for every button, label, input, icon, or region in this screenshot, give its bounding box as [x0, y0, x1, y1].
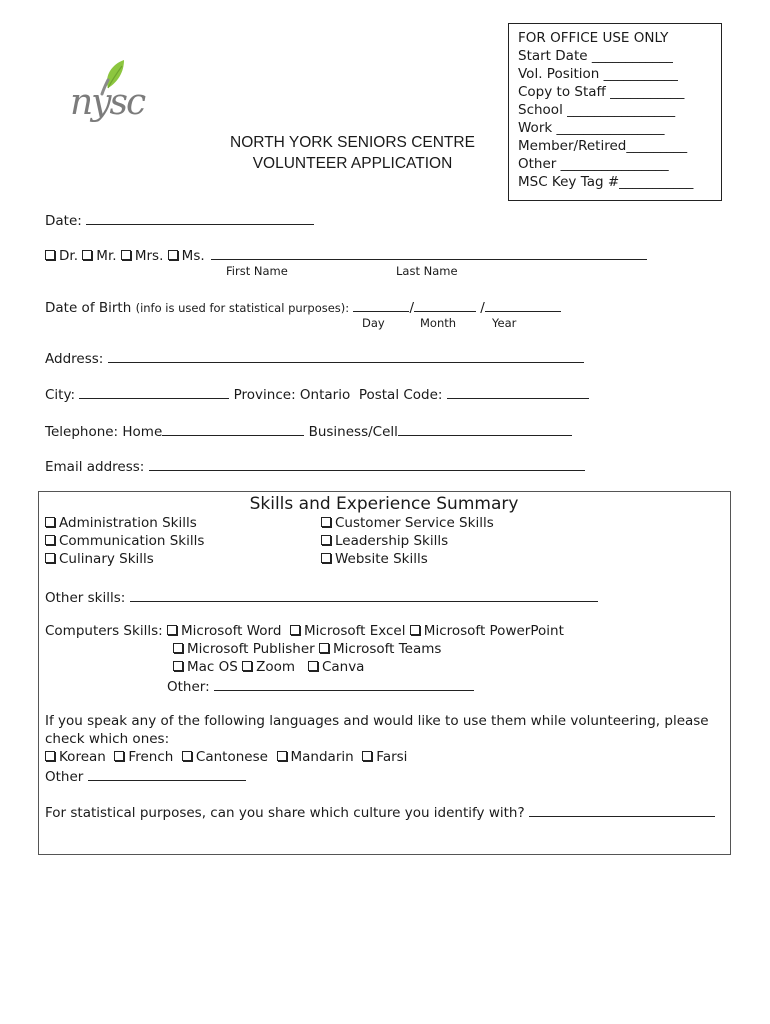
office-row-msc-key-tag: MSC Key Tag #___________: [518, 174, 694, 190]
zoom-checkbox[interactable]: [242, 661, 252, 671]
full-name-field[interactable]: [211, 246, 647, 260]
title-mrs-checkbox[interactable]: [121, 250, 131, 260]
skill-leadership: [321, 533, 448, 549]
date-row: [45, 211, 314, 229]
ms-excel-checkbox[interactable]: [290, 625, 300, 635]
postal-code-field[interactable]: [447, 385, 589, 399]
business-cell-label: Business/Cell: [308, 424, 398, 440]
skill-culinary-checkbox[interactable]: [45, 553, 55, 563]
languages-other-label: Other: [45, 769, 84, 785]
skill-communication: [45, 533, 204, 549]
skill-communication-label: Communication Skills: [59, 533, 205, 549]
office-row-school: School ________________: [518, 102, 676, 118]
mandarin-checkbox[interactable]: [277, 751, 287, 761]
skill-website-checkbox[interactable]: [321, 553, 331, 563]
skill-culinary-label: Culinary Skills: [59, 551, 154, 567]
skill-website: [321, 551, 428, 567]
province-label: Province: Ontario: [233, 387, 351, 403]
skill-culinary: [45, 551, 154, 567]
title-mr-checkbox[interactable]: [82, 250, 92, 260]
title-mr-label: Mr.: [96, 248, 117, 264]
telephone-home-label: Telephone: Home: [45, 424, 163, 440]
cantonese-label: Cantonese: [195, 749, 268, 765]
languages-other-row: [45, 767, 246, 785]
languages-other-field[interactable]: [88, 767, 246, 781]
dob-row: Date of Birth (info is used for statistical purposes): / /: [45, 298, 561, 316]
title-dr-label: Dr.: [59, 248, 78, 264]
zoom-label: Zoom: [256, 659, 296, 675]
dob-year-field[interactable]: [485, 298, 561, 312]
ms-excel-label: Microsoft Excel: [304, 623, 406, 639]
skill-customer-service: [321, 515, 494, 531]
ms-powerpoint-label: Microsoft PowerPoint: [423, 623, 564, 639]
computer-skills-row-1: [45, 623, 564, 639]
title-line-2: VOLUNTEER APPLICATION: [252, 155, 453, 172]
postal-code-label: Postal Code:: [358, 387, 443, 403]
korean-checkbox[interactable]: [45, 751, 55, 761]
other-skills-field[interactable]: [130, 588, 598, 602]
title-line-1: NORTH YORK SENIORS CENTRE: [230, 134, 475, 151]
title-ms-label: Ms.: [181, 248, 205, 264]
computer-other-label: Other:: [167, 679, 210, 695]
logo-text: nysc: [70, 82, 145, 123]
mandarin-label: Mandarin: [290, 749, 354, 765]
office-row-work: Work ________________: [518, 120, 665, 136]
office-row-member-retired: Member/Retired_________: [518, 138, 688, 154]
skill-admin-label: Administration Skills: [59, 515, 197, 531]
ms-word-label: Microsoft Word: [180, 623, 282, 639]
mac-os-label: Mac OS: [187, 659, 238, 675]
ms-word-checkbox[interactable]: [167, 625, 177, 635]
ms-publisher-checkbox[interactable]: [173, 643, 183, 653]
telephone-row: [45, 422, 572, 440]
dob-label: Date of Birth: [45, 300, 132, 316]
page-title: [210, 132, 495, 174]
email-label: Email address:: [45, 459, 145, 475]
office-row-start-date: Start Date ____________: [518, 48, 673, 64]
cantonese-checkbox[interactable]: [182, 751, 192, 761]
city-label: City:: [45, 387, 76, 403]
canva-checkbox[interactable]: [308, 661, 318, 671]
city-field[interactable]: [79, 385, 229, 399]
nysc-logo: [64, 58, 154, 138]
farsi-checkbox[interactable]: [362, 751, 372, 761]
title-dr-checkbox[interactable]: [45, 250, 55, 260]
culture-row: [45, 803, 715, 821]
skills-section: [38, 491, 731, 855]
skill-admin-checkbox[interactable]: [45, 517, 55, 527]
dob-month-field[interactable]: [414, 298, 476, 312]
skill-communication-checkbox[interactable]: [45, 535, 55, 545]
business-cell-field[interactable]: [398, 422, 572, 436]
skill-leadership-label: Leadership Skills: [335, 533, 449, 549]
french-label: French: [128, 749, 174, 765]
korean-label: Korean: [59, 749, 106, 765]
day-caption: Day: [362, 316, 385, 330]
ms-teams-label: Microsoft Teams: [333, 641, 442, 657]
email-field[interactable]: [149, 457, 585, 471]
computer-other-row: [167, 677, 474, 695]
first-name-caption: First Name: [226, 264, 288, 278]
year-caption: Year: [492, 316, 517, 330]
other-skills-row: [45, 588, 598, 606]
dob-note: (info is used for statistical purposes):: [135, 301, 350, 315]
skill-customer-service-label: Customer Service Skills: [335, 515, 494, 531]
date-label: Date:: [45, 213, 82, 229]
skill-leadership-checkbox[interactable]: [321, 535, 331, 545]
address-label: Address:: [45, 351, 104, 367]
culture-field[interactable]: [529, 803, 715, 817]
email-row: [45, 457, 585, 475]
title-ms-checkbox[interactable]: [168, 250, 178, 260]
city-row: [45, 385, 589, 403]
french-checkbox[interactable]: [114, 751, 124, 761]
skill-website-label: Website Skills: [335, 551, 428, 567]
office-row-other: Other ________________: [518, 156, 669, 172]
ms-teams-checkbox[interactable]: [319, 643, 329, 653]
date-field[interactable]: [86, 211, 314, 225]
dob-day-field[interactable]: [353, 298, 409, 312]
languages-text-1: If you speak any of the following languages and would like to use them while volunteering, please: [45, 713, 709, 729]
last-name-caption: Last Name: [396, 264, 458, 278]
computer-skills-label: Computers Skills:: [45, 623, 163, 639]
month-caption: Month: [420, 316, 457, 330]
ms-publisher-label: Microsoft Publisher: [187, 641, 315, 657]
skills-title: Skills and Experience Summary: [249, 494, 519, 514]
computer-other-field[interactable]: [214, 677, 474, 691]
office-heading: FOR OFFICE USE ONLY: [518, 30, 669, 46]
office-row-copy-to-staff: Copy to Staff ___________: [518, 84, 685, 100]
ms-powerpoint-checkbox[interactable]: [410, 625, 420, 635]
telephone-home-field[interactable]: [162, 422, 304, 436]
office-use-box: [508, 23, 722, 201]
languages-row: [45, 749, 407, 765]
address-field[interactable]: [108, 349, 584, 363]
other-skills-label: Other skills:: [45, 590, 126, 606]
languages-text-2: check which ones:: [45, 731, 170, 747]
culture-question: For statistical purposes, can you share which culture you identify with?: [45, 805, 525, 821]
computer-skills-row-3: [173, 659, 364, 675]
farsi-label: Farsi: [376, 749, 408, 765]
mac-os-checkbox[interactable]: [173, 661, 183, 671]
office-row-vol-position: Vol. Position ___________: [518, 66, 678, 82]
title-mrs-label: Mrs.: [134, 248, 164, 264]
canva-label: Canva: [321, 659, 365, 675]
name-row: [45, 246, 647, 264]
address-row: [45, 349, 584, 367]
skill-customer-service-checkbox[interactable]: [321, 517, 331, 527]
computer-skills-row-2: [173, 641, 441, 657]
skill-admin: [45, 515, 197, 531]
